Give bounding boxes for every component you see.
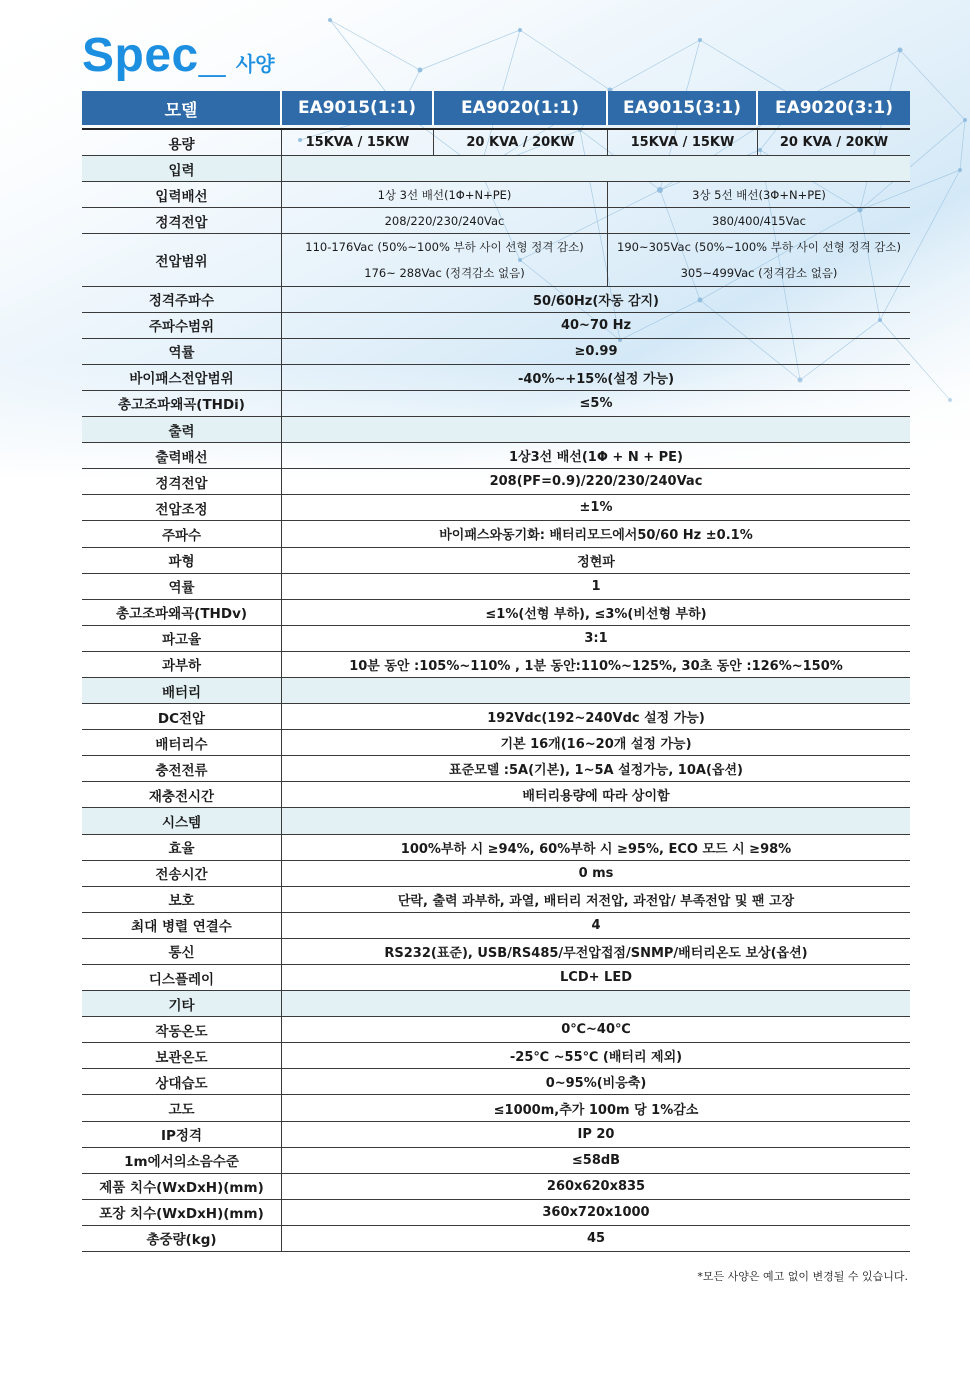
row-capacity (82, 130, 910, 156)
table-row (82, 1148, 910, 1174)
row-label: 상대습도 (82, 1069, 282, 1094)
page-title (82, 28, 275, 82)
table-row (82, 730, 910, 756)
table-row (82, 1174, 910, 1200)
row-label: 과부하 (82, 652, 282, 677)
row-label: 전압조정 (82, 495, 282, 520)
table-row (82, 887, 910, 913)
table-row (82, 965, 910, 991)
cell-voltage-three: 380/400/415Vac (712, 213, 806, 228)
table-row (82, 1043, 910, 1069)
table-row (82, 495, 910, 521)
table-row (82, 1122, 910, 1148)
row-value: 0 ms (578, 865, 614, 881)
row-value: 1상3선 배선(1Φ + N + PE) (508, 450, 683, 466)
row-value: LCD+ LED (560, 970, 632, 986)
row-value: RS232(표준), USB/RS485/무전압접점/SNMP/배터리온도 보상(옵션) (384, 945, 808, 961)
table-row (82, 600, 910, 626)
row-rated-voltage (82, 208, 910, 234)
section-label: 시스템 (82, 808, 282, 833)
table-row (82, 521, 910, 547)
row-label: 전송시간 (82, 861, 282, 886)
section-battery (82, 678, 910, 704)
row-value: -25℃ ~55℃ (배터리 제외) (509, 1050, 683, 1066)
table-row (82, 469, 910, 495)
row-value: 4 (591, 917, 601, 933)
table-row (82, 1069, 910, 1095)
row-label: 입력배선 (82, 182, 282, 207)
row-value: 기본 16개(16~20개 설정 가능) (500, 737, 692, 753)
row-label: 역률 (82, 574, 282, 599)
row-value: 1 (591, 578, 601, 594)
footnote: *모든 사양은 예고 없이 변경될 수 있습니다. (697, 1270, 908, 1283)
table-row (82, 704, 910, 730)
range-line: 176~ 288Vac (정격감소 없음) (364, 265, 525, 280)
table-row (82, 287, 910, 313)
cell-wiring-single: 1상 3선 배선(1Φ+N+PE) (282, 182, 608, 207)
row-value: 360x720x1000 (542, 1204, 650, 1220)
row-value: 45 (586, 1230, 606, 1246)
row-label: 효율 (82, 835, 282, 860)
row-label: 주파수범위 (82, 313, 282, 338)
table-row (82, 835, 910, 861)
cell-capacity-3: 15KVA / 15KW (608, 130, 758, 155)
row-label: 파고율 (82, 626, 282, 651)
row-value: ≤1%(선형 부하), ≤3%(비선형 부하) (485, 606, 707, 622)
row-value: 3:1 (584, 630, 608, 646)
table-row (82, 756, 910, 782)
section-label: 입력 (82, 156, 282, 181)
header-ea9015-1-1: EA9015(1:1) (282, 91, 434, 125)
table-row (82, 443, 910, 469)
title-sub: 사양 (235, 52, 275, 76)
title-main: Spec_ (82, 29, 226, 82)
row-label: 정격전압 (82, 469, 282, 494)
row-value: IP 20 (577, 1126, 615, 1142)
row-label: 재충전시간 (82, 782, 282, 807)
table-row (82, 1095, 910, 1121)
row-value: ≤1000m,추가 100m 당 1%감소 (493, 1102, 699, 1118)
row-label: 역률 (82, 339, 282, 364)
table-row (82, 939, 910, 965)
row-label: 바이패스전압범위 (82, 365, 282, 390)
row-value: ±1% (579, 500, 613, 516)
header-model: 모델 (82, 91, 282, 125)
row-label: 총고조파왜곡(THDv) (82, 600, 282, 625)
row-value: 표준모델 :5A(기본), 1~5A 설정가능, 10A(옵션) (449, 763, 743, 779)
row-value: 208(PF=0.9)/220/230/240Vac (489, 474, 703, 490)
row-label: 배터리수 (82, 730, 282, 755)
row-value: 0℃~40℃ (561, 1022, 631, 1038)
row-label: 주파수 (82, 521, 282, 546)
row-value: ≤58dB (571, 1152, 621, 1168)
table-row (82, 626, 910, 652)
row-label: 보호 (82, 887, 282, 912)
row-value: 50/60Hz(자동 감지) (532, 293, 660, 309)
row-value: 100%부하 시 ≥94%, 60%부하 시 ≥95%, ECO 모드 시 ≥98% (400, 841, 792, 857)
row-label: 충전전류 (82, 756, 282, 781)
section-output (82, 417, 910, 443)
row-label: 보관온도 (82, 1043, 282, 1068)
row-label: 디스플레이 (82, 965, 282, 990)
row-label: DC전압 (82, 704, 282, 729)
cell-range-three (608, 234, 910, 285)
table-row (82, 913, 910, 939)
row-label: 최대 병렬 연결수 (82, 913, 282, 938)
cell-capacity-2: 20 KVA / 20KW (434, 130, 608, 155)
row-label: 통신 (82, 939, 282, 964)
row-label: 출력배선 (82, 443, 282, 468)
row-label: 용량 (82, 130, 282, 155)
row-voltage-range (82, 234, 910, 286)
section-system (82, 808, 910, 834)
cell-capacity-1: 15KVA / 15KW (282, 130, 434, 155)
table-row (82, 548, 910, 574)
row-label: 1m에서의소음수준 (82, 1148, 282, 1173)
row-value: 0~95%(비응축) (545, 1076, 647, 1092)
row-label: IP정격 (82, 1122, 282, 1147)
range-line: 305~499Vac (정격감소 없음) (680, 265, 838, 280)
cell-voltage-single: 208/220/230/240Vac (282, 208, 608, 233)
row-value: ≥0.99 (574, 343, 618, 359)
table-row (82, 861, 910, 887)
header-ea9020-1-1: EA9020(1:1) (434, 91, 608, 125)
table-row (82, 391, 910, 417)
cell-capacity-4: 20 KVA / 20KW (779, 135, 889, 151)
header-ea9020-3-1: EA9020(3:1) (758, 91, 910, 125)
section-input (82, 156, 910, 182)
row-value: 단락, 출력 과부하, 과열, 배터리 저전압, 과전압/ 부족전압 및 팬 고장 (397, 893, 795, 909)
spec-table (82, 91, 910, 1252)
cell-range-single (282, 234, 608, 285)
row-label: 총고조파왜곡(THDi) (82, 391, 282, 416)
row-label: 정격주파수 (82, 287, 282, 312)
row-value: 배터리용량에 따라 상이함 (522, 789, 670, 805)
row-value: 192Vdc(192~240Vdc 설정 가능) (487, 711, 705, 727)
row-label: 총중량(kg) (82, 1226, 282, 1251)
cell-wiring-three: 3상 5선 배선(3Φ+N+PE) (692, 187, 826, 202)
row-label: 전압범위 (82, 234, 282, 285)
table-row (82, 1017, 910, 1043)
table-row (82, 574, 910, 600)
table-row (82, 365, 910, 391)
row-value: -40%~+15%(설정 가능) (517, 371, 675, 387)
row-label: 작동온도 (82, 1017, 282, 1042)
table-row (82, 652, 910, 678)
section-label: 기타 (82, 991, 282, 1016)
row-value: 정현파 (577, 554, 615, 570)
header-ea9015-3-1: EA9015(3:1) (608, 91, 758, 125)
range-line: 110-176Vac (50%~100% 부하 사이 선형 정격 감소) (305, 240, 584, 255)
row-label: 정격전압 (82, 208, 282, 233)
range-line: 190~305Vac (50%~100% 부하 사이 선형 정격 감소) (617, 240, 901, 255)
section-label: 출력 (82, 417, 282, 442)
row-label: 고도 (82, 1095, 282, 1120)
table-header-row (82, 91, 910, 125)
table-row (82, 313, 910, 339)
row-value: 260x620x835 (546, 1178, 646, 1194)
section-label: 배터리 (82, 678, 282, 703)
row-label: 포장 치수(WxDxH)(mm) (82, 1200, 282, 1225)
row-input-wiring (82, 182, 910, 208)
section-others (82, 991, 910, 1017)
row-value: 10분 동안 :105%~110% , 1분 동안:110%~125%, 30초 동안 :126%~150% (349, 658, 843, 674)
row-value: ≤5% (579, 395, 613, 411)
table-row (82, 339, 910, 365)
table-row (82, 782, 910, 808)
row-label: 파형 (82, 548, 282, 573)
row-label: 제품 치수(WxDxH)(mm) (82, 1174, 282, 1199)
row-value: 40~70 Hz (560, 317, 632, 333)
table-row (82, 1200, 910, 1226)
table-row (82, 1226, 910, 1252)
row-value: 바이패스와동기화: 배터리모드에서50/60 Hz ±0.1% (439, 528, 753, 544)
